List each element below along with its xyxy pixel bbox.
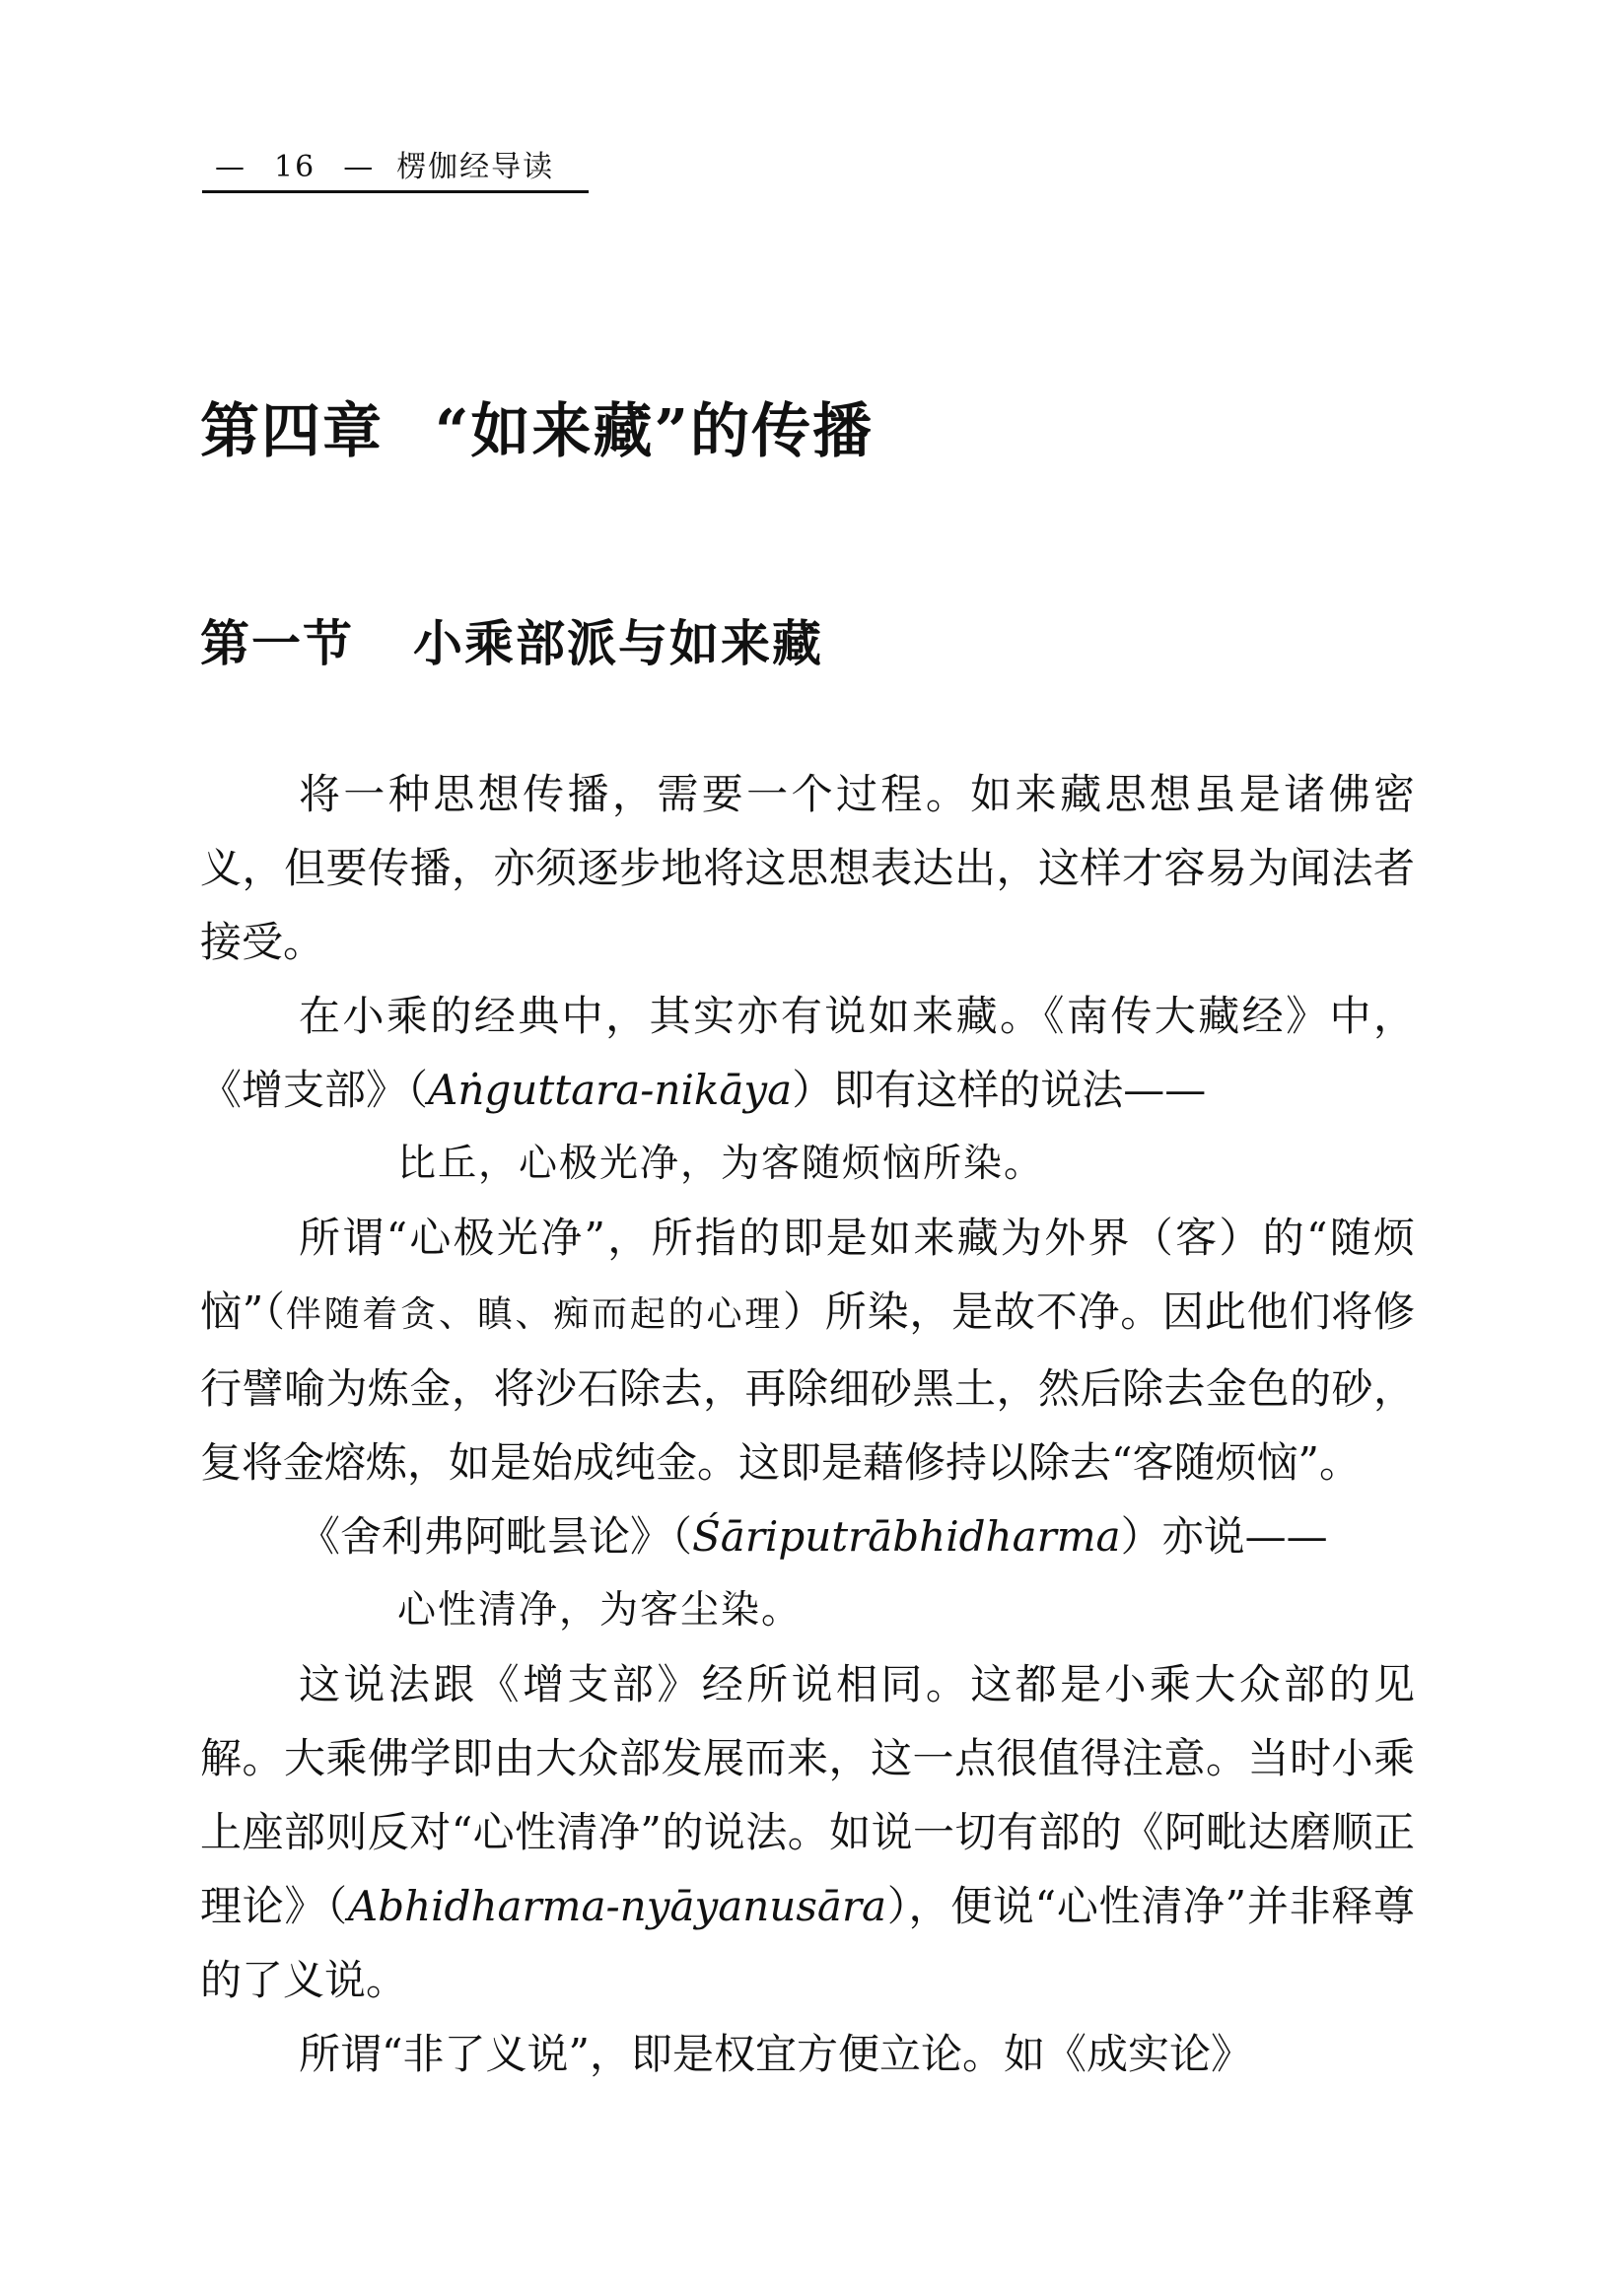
section-heading: [200, 609, 823, 678]
block-quote: 比丘，心极光净，为客随烦恼所染。: [397, 1142, 1045, 1186]
paragraph-text: ）所染，是故不净。因此他们将修行譬喻为炼金，将沙石除去，再除细砂黑土，然后除去金色的砂，复将金熔炼，如是始成纯金。这即是藉修持以除去“客随烦恼”。: [200, 1287, 1415, 1487]
chapter-heading: [200, 392, 874, 471]
section-title: 小乘部派与如来藏: [413, 614, 823, 672]
paragraph-text: 《舍利弗阿毗昙论》（: [299, 1512, 693, 1561]
body-text: [200, 757, 1415, 2091]
paragraph-text: 在小乘的经典中，其实亦有说如来藏。《南传大藏经》中，《增支部》（: [200, 992, 1415, 1114]
paragraph-text: 这说法跟《增支部》经所说相同。这都是小乘大众部的见解。大乘佛学即由大众部发展而来，这一点很值得注意。当时小乘上座部则反对“心性清净”的说法。如说一切有部的《阿毗达磨顺正理论》（: [200, 1660, 1415, 1930]
section-label: 第一节: [200, 614, 354, 672]
running-head-dash-right: —: [343, 150, 376, 184]
page-number: 16: [274, 150, 316, 184]
header-rule: [202, 190, 589, 193]
sanskrit-term: Aṅguttara-nikāya: [428, 1066, 793, 1114]
paragraph-text: 所谓“心极光净”，所指的即是如来藏为外界（客）的“随烦恼”（: [200, 1214, 1415, 1336]
paragraph: [200, 979, 1415, 1127]
paragraph: [200, 1647, 1415, 2017]
paragraph: [200, 1201, 1415, 1499]
running-head-dash-left: —: [215, 150, 246, 184]
paragraph-text: ）亦说——: [1120, 1512, 1328, 1561]
chapter-title: “如来藏”的传播: [435, 397, 875, 466]
sanskrit-term: Śāriputrābhidharma: [692, 1512, 1121, 1561]
running-head: [205, 148, 554, 187]
paragraph-text: ），便说“心性清净”并非释尊的了义说。: [200, 1882, 1415, 2004]
paragraph: 将一种思想传播，需要一个过程。如来藏思想虽是诸佛密义，但要传播，亦须逐步地将这思想表达出，这样才容易为闻法者接受。: [200, 770, 1415, 966]
gloss-note: 伴随着贪、瞋、痴而起的心理: [285, 1294, 784, 1335]
book-title: 楞伽经导读: [396, 150, 555, 184]
block-quote: 心性清净，为客尘染。: [397, 1588, 803, 1633]
paragraph-text: ）即有这样的说法——: [792, 1066, 1207, 1114]
chapter-label: 第四章: [200, 397, 384, 466]
paragraph: [200, 1499, 1415, 1573]
paragraph: 所谓“非了义说”，即是权宜方便立论。如《成实论》: [299, 2030, 1252, 2078]
sanskrit-term: Abhidharma-nyāyanusāra: [347, 1882, 887, 1930]
